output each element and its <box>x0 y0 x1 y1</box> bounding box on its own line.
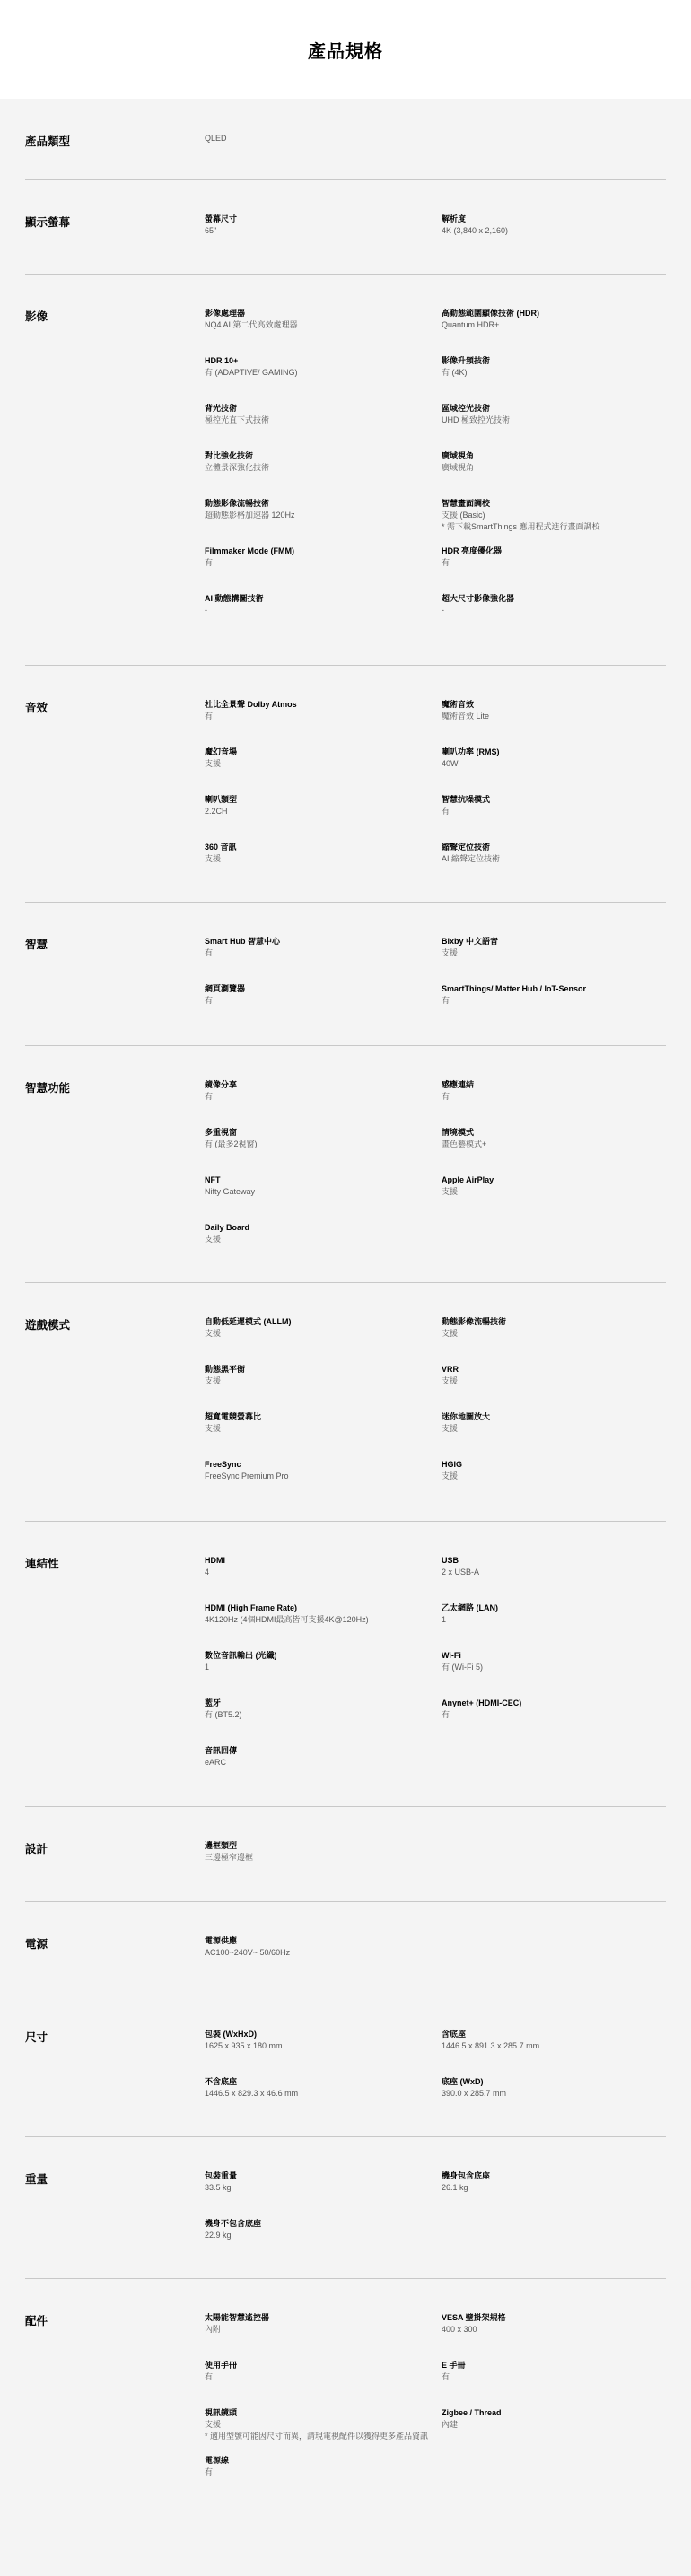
spec-item <box>205 2312 429 2336</box>
spec-value: 有 <box>205 1092 214 1101</box>
spec-item <box>442 1364 666 1387</box>
spec-value: 400 x 300 <box>442 2325 477 2334</box>
spec-value: 4K120Hz (4個HDMI最高皆可支援4K@120Hz) <box>205 1615 369 1624</box>
spec-label: 區域控光技術 <box>442 404 491 413</box>
spec-value: NQ4 AI 第二代高效處理器 <box>205 320 298 329</box>
spec-value: 有 <box>205 2372 214 2381</box>
spec-item <box>205 1364 429 1387</box>
spec-value: 1625 x 935 x 180 mm <box>205 2041 283 2050</box>
spec-value: UHD 極致控光技術 <box>442 415 510 424</box>
spec-label: 視訊鏡頭 <box>205 2408 238 2417</box>
spec-item <box>442 355 666 379</box>
spec-value: 有 <box>205 2467 214 2476</box>
section-title: 智慧功能 <box>25 1082 71 1095</box>
spec-label: AI 動態構圖技術 <box>205 594 264 603</box>
spec-label: 喇叭功率 (RMS) <box>442 747 500 756</box>
spec-item <box>205 1411 429 1435</box>
spec-section-type <box>25 99 666 180</box>
spec-value: 65" <box>205 226 217 235</box>
spec-item <box>442 699 666 722</box>
section-title: 設計 <box>25 1843 48 1856</box>
spec-label: 太陽能智慧遙控器 <box>205 2313 270 2322</box>
section-title: 重量 <box>25 2173 48 2186</box>
spec-label: 情境模式 <box>442 1128 475 1137</box>
spec-item <box>205 2407 429 2442</box>
spec-value: 支援 <box>442 1424 459 1433</box>
spec-value: 有 (4K) <box>442 368 468 377</box>
spec-item <box>442 983 666 1007</box>
spec-value: 有 <box>442 1092 450 1101</box>
spec-item <box>205 1602 429 1626</box>
spec-label: 含底座 <box>442 2030 467 2039</box>
spec-value: 有 <box>205 948 214 957</box>
spec-label: 智慧畫面調校 <box>442 499 491 508</box>
spec-item <box>442 450 666 474</box>
spec-value: 1 <box>442 1615 447 1624</box>
spec-label: NFT <box>205 1175 221 1184</box>
spec-value: 立體景深強化技術 <box>205 463 270 472</box>
spec-item <box>442 308 666 331</box>
spec-section-conn <box>25 1521 666 1807</box>
spec-item <box>442 1650 666 1673</box>
spec-value: - <box>205 606 207 615</box>
spec-section-design <box>25 1806 666 1902</box>
spec-value: 1446.5 x 891.3 x 285.7 mm <box>442 2041 540 2050</box>
spec-label: 高動態範圍顯像技術 (HDR) <box>442 309 539 318</box>
spec-section-display <box>25 179 666 275</box>
spec-label: 底座 (WxD) <box>442 2077 484 2086</box>
spec-value: Nifty Gateway <box>205 1187 256 1196</box>
spec-label: 多重視窗 <box>205 1128 238 1137</box>
spec-label: 包裝 (WxHxD) <box>205 2030 257 2039</box>
spec-item <box>442 2076 666 2100</box>
spec-item <box>205 842 429 865</box>
spec-label: 音訊回傳 <box>205 1746 238 1755</box>
section-title: 配件 <box>25 2315 48 2327</box>
spec-section-audio <box>25 665 666 903</box>
spec-label: 動態黑平衡 <box>205 1365 246 1374</box>
spec-label: 縮聲定位技術 <box>442 843 491 851</box>
spec-value: 26.1 kg <box>442 2183 468 2192</box>
spec-item <box>442 1555 666 1578</box>
section-title: 產品類型 <box>25 135 71 148</box>
spec-value: 2 x USB-A <box>442 1567 480 1576</box>
spec-item <box>205 1459 429 1482</box>
spec-value: AI 縮聲定位技術 <box>442 854 501 863</box>
spec-value: 有 (Wi-Fi 5) <box>442 1663 483 1672</box>
spec-label: 機身不包含底座 <box>205 2219 262 2228</box>
spec-value: 有 <box>442 1710 450 1719</box>
spec-item <box>442 747 666 770</box>
spec-value: FreeSync Premium Pro <box>205 1471 289 1480</box>
spec-label: Apple AirPlay <box>442 1175 494 1184</box>
spec-value: 有 <box>205 558 214 567</box>
section-title: 遊戲模式 <box>25 1319 71 1332</box>
spec-label: 超大尺寸影像強化器 <box>442 594 515 603</box>
spec-item <box>442 2029 666 2052</box>
spec-value: 390.0 x 285.7 mm <box>442 2089 507 2098</box>
spec-item <box>442 498 666 533</box>
spec-label: HDR 10+ <box>205 356 239 365</box>
spec-item <box>442 2312 666 2336</box>
spec-value: 極控光直下式技術 <box>205 415 270 424</box>
spec-value: 2.2CH <box>205 807 228 816</box>
spec-item <box>442 1079 666 1103</box>
spec-label: Bixby 中文語音 <box>442 937 499 946</box>
spec-item <box>205 2029 429 2052</box>
spec-label: Smart Hub 智慧中心 <box>205 937 281 946</box>
spec-value: 支援 <box>205 1376 222 1385</box>
spec-item <box>442 214 666 237</box>
page-title: 產品規格 <box>0 0 691 99</box>
spec-item <box>205 1698 429 1721</box>
spec-value: 33.5 kg <box>205 2183 232 2192</box>
spec-label: 影像處理器 <box>205 309 246 318</box>
spec-item <box>442 1602 666 1626</box>
section-title: 尺寸 <box>25 2031 48 2044</box>
spec-label: 魔術音效 <box>442 700 475 709</box>
spec-label: Wi-Fi <box>442 1651 461 1660</box>
spec-label: 對比強化技術 <box>205 451 254 460</box>
spec-item <box>442 1411 666 1435</box>
spec-value: 支援 <box>442 1471 459 1480</box>
spec-value: 超動態影格加速器 120Hz <box>205 511 295 520</box>
spec-value: 支援 <box>205 1329 222 1338</box>
spec-item <box>205 355 429 379</box>
spec-item <box>442 1698 666 1721</box>
spec-label: 不含底座 <box>205 2077 238 2086</box>
spec-item <box>205 699 429 722</box>
spec-item <box>205 1316 429 1340</box>
spec-label: 智慧抗噪模式 <box>442 795 491 804</box>
spec-value: 支援 <box>442 1329 459 1338</box>
spec-item <box>205 1935 429 1959</box>
spec-section-power <box>25 1901 666 1995</box>
spec-label: 影像升頻技術 <box>442 356 491 365</box>
spec-label: SmartThings/ Matter Hub / IoT-Sensor <box>442 984 587 993</box>
spec-item <box>205 1745 429 1768</box>
section-title: 智慧 <box>25 939 48 951</box>
spec-value: 有 <box>442 558 450 567</box>
spec-label: 杜比全景聲 Dolby Atmos <box>205 700 297 709</box>
spec-item <box>205 2218 429 2241</box>
spec-value: 有 <box>442 807 450 816</box>
spec-label: 自動低延遲模式 (ALLM) <box>205 1317 292 1326</box>
spec-item <box>442 403 666 426</box>
spec-value: Quantum HDR+ <box>442 320 500 329</box>
spec-label: 數位音訊輸出 (光纖) <box>205 1651 277 1660</box>
spec-label: 鏡像分享 <box>205 1080 238 1089</box>
spec-value: 內附 <box>205 2325 222 2334</box>
spec-value: 廣域視角 <box>442 463 475 472</box>
spec-label: 機身包含底座 <box>442 2171 491 2180</box>
spec-value: 4 <box>205 1567 210 1576</box>
spec-value: 支援 <box>442 948 459 957</box>
spec-value: 魔術音效 Lite <box>442 712 490 720</box>
spec-label: HDMI (High Frame Rate) <box>205 1603 298 1612</box>
section-title: 連結性 <box>25 1558 59 1570</box>
spec-item <box>442 1459 666 1482</box>
spec-label: Filmmaker Mode (FMM) <box>205 546 295 555</box>
spec-value: 有 <box>442 996 450 1005</box>
spec-item <box>205 593 429 616</box>
spec-value: 4K (3,840 x 2,160) <box>442 226 509 235</box>
spec-value: 支援 <box>205 759 222 768</box>
spec-label: 使用手冊 <box>205 2361 238 2370</box>
spec-value: 有 <box>205 712 214 720</box>
spec-label: Anynet+ (HDMI-CEC) <box>442 1698 522 1707</box>
spec-label: 螢幕尺寸 <box>205 214 238 223</box>
spec-item <box>205 1079 429 1103</box>
spec-label: USB <box>442 1556 459 1565</box>
spec-item <box>442 546 666 569</box>
spec-item <box>442 1174 666 1198</box>
spec-item <box>205 983 429 1007</box>
spec-item <box>205 2076 429 2100</box>
spec-item <box>442 794 666 817</box>
spec-label: HDR 亮度優化器 <box>442 546 502 555</box>
spec-label: VESA 壁掛架規格 <box>442 2313 506 2322</box>
spec-label: 背光技術 <box>205 404 238 413</box>
spec-value: AC100~240V~ 50/60Hz <box>205 1948 291 1957</box>
spec-value: eARC <box>205 1758 227 1767</box>
spec-value: 有 (ADAPTIVE/ GAMING) <box>205 368 298 377</box>
spec-section-accessory <box>25 2278 666 2576</box>
spec-value: 1446.5 x 829.3 x 46.6 mm <box>205 2089 299 2098</box>
spec-item <box>442 1127 666 1150</box>
spec-label: Daily Board <box>205 1223 250 1232</box>
spec-value: 有 <box>205 996 214 1005</box>
spec-item <box>442 2407 666 2431</box>
spec-label: 包裝重量 <box>205 2171 238 2180</box>
spec-item <box>205 1222 429 1245</box>
spec-item <box>205 403 429 426</box>
section-title: 顯示螢幕 <box>25 216 71 229</box>
spec-value: 支援 <box>442 1187 459 1196</box>
spec-table <box>0 99 691 2576</box>
spec-value: 內建 <box>442 2420 459 2429</box>
spec-item <box>205 2455 429 2478</box>
spec-item <box>205 498 429 521</box>
spec-value: 支援 <box>205 1424 222 1433</box>
spec-item <box>205 1174 429 1198</box>
spec-label: Zigbee / Thread <box>442 2408 502 2417</box>
spec-item <box>205 936 429 959</box>
spec-section-smartfeat <box>25 1045 666 1283</box>
spec-label: 迷你地圖放大 <box>442 1412 491 1421</box>
spec-item <box>205 1650 429 1673</box>
spec-section-dimension <box>25 1995 666 2137</box>
spec-value: 40W <box>442 759 459 768</box>
spec-label: 喇叭類型 <box>205 795 238 804</box>
spec-label: HGIG <box>442 1460 463 1469</box>
spec-item <box>205 1127 429 1150</box>
spec-item <box>442 842 666 865</box>
spec-label: FreeSync <box>205 1460 241 1469</box>
spec-item <box>205 1840 429 1864</box>
spec-label: 電源線 <box>205 2456 230 2465</box>
spec-item <box>442 2170 666 2194</box>
spec-item <box>442 1316 666 1340</box>
spec-item <box>205 2360 429 2383</box>
spec-value: 畫色藝模式+ <box>442 1140 487 1148</box>
spec-item <box>442 2360 666 2383</box>
spec-section-smart <box>25 902 666 1046</box>
spec-value: - <box>442 606 444 615</box>
spec-item <box>205 133 429 144</box>
spec-value: 支援 <box>442 1376 459 1385</box>
spec-label: 超寬電競螢幕比 <box>205 1412 262 1421</box>
spec-label: 網頁瀏覽器 <box>205 984 246 993</box>
spec-value: 支援 <box>205 854 222 863</box>
spec-item <box>442 936 666 959</box>
section-title: 音效 <box>25 702 48 714</box>
spec-value: 有 <box>442 2372 450 2381</box>
spec-item <box>205 2170 429 2194</box>
section-title: 影像 <box>25 310 48 323</box>
spec-label: 電源供應 <box>205 1936 238 1945</box>
section-title: 電源 <box>25 1938 48 1951</box>
spec-label: 動態影像流暢技術 <box>205 499 270 508</box>
spec-value: 1 <box>205 1663 210 1672</box>
spec-label: 感應連結 <box>442 1080 475 1089</box>
spec-item <box>205 450 429 474</box>
spec-section-game <box>25 1282 666 1522</box>
spec-section-weight <box>25 2136 666 2279</box>
spec-section-video <box>25 274 666 666</box>
spec-value: 支援 * 適用型號可能因尺寸而異，請現電視配件以獲得更多產品資訊 <box>205 2420 429 2441</box>
spec-label: 廣域視角 <box>442 451 475 460</box>
spec-value: 支援 <box>205 1235 222 1244</box>
spec-item <box>205 794 429 817</box>
spec-label: 魔幻音場 <box>205 747 238 756</box>
spec-label: VRR <box>442 1365 459 1374</box>
spec-value: 有 (最多2視窗) <box>205 1140 258 1148</box>
spec-value: QLED <box>205 134 227 143</box>
spec-value: 三邊極窄邊框 <box>205 1853 254 1862</box>
spec-value: 支援 (Basic) * 需下載SmartThings 應用程式進行畫面調校 <box>442 511 600 531</box>
spec-item <box>205 1555 429 1578</box>
spec-label: 藍牙 <box>205 1698 222 1707</box>
spec-label: 360 音訊 <box>205 843 237 851</box>
spec-item <box>205 747 429 770</box>
spec-item <box>205 308 429 331</box>
spec-label: 邊框類型 <box>205 1841 238 1850</box>
spec-item <box>205 214 429 237</box>
spec-label: E 手冊 <box>442 2361 466 2370</box>
spec-value: 22.9 kg <box>205 2231 232 2240</box>
spec-item <box>205 546 429 569</box>
spec-item <box>442 593 666 616</box>
spec-label: 動態影像流暢技術 <box>442 1317 507 1326</box>
spec-label: 解析度 <box>442 214 467 223</box>
spec-label: 乙太網路 (LAN) <box>442 1603 498 1612</box>
spec-value: 有 (BT5.2) <box>205 1710 242 1719</box>
spec-label: HDMI <box>205 1556 225 1565</box>
